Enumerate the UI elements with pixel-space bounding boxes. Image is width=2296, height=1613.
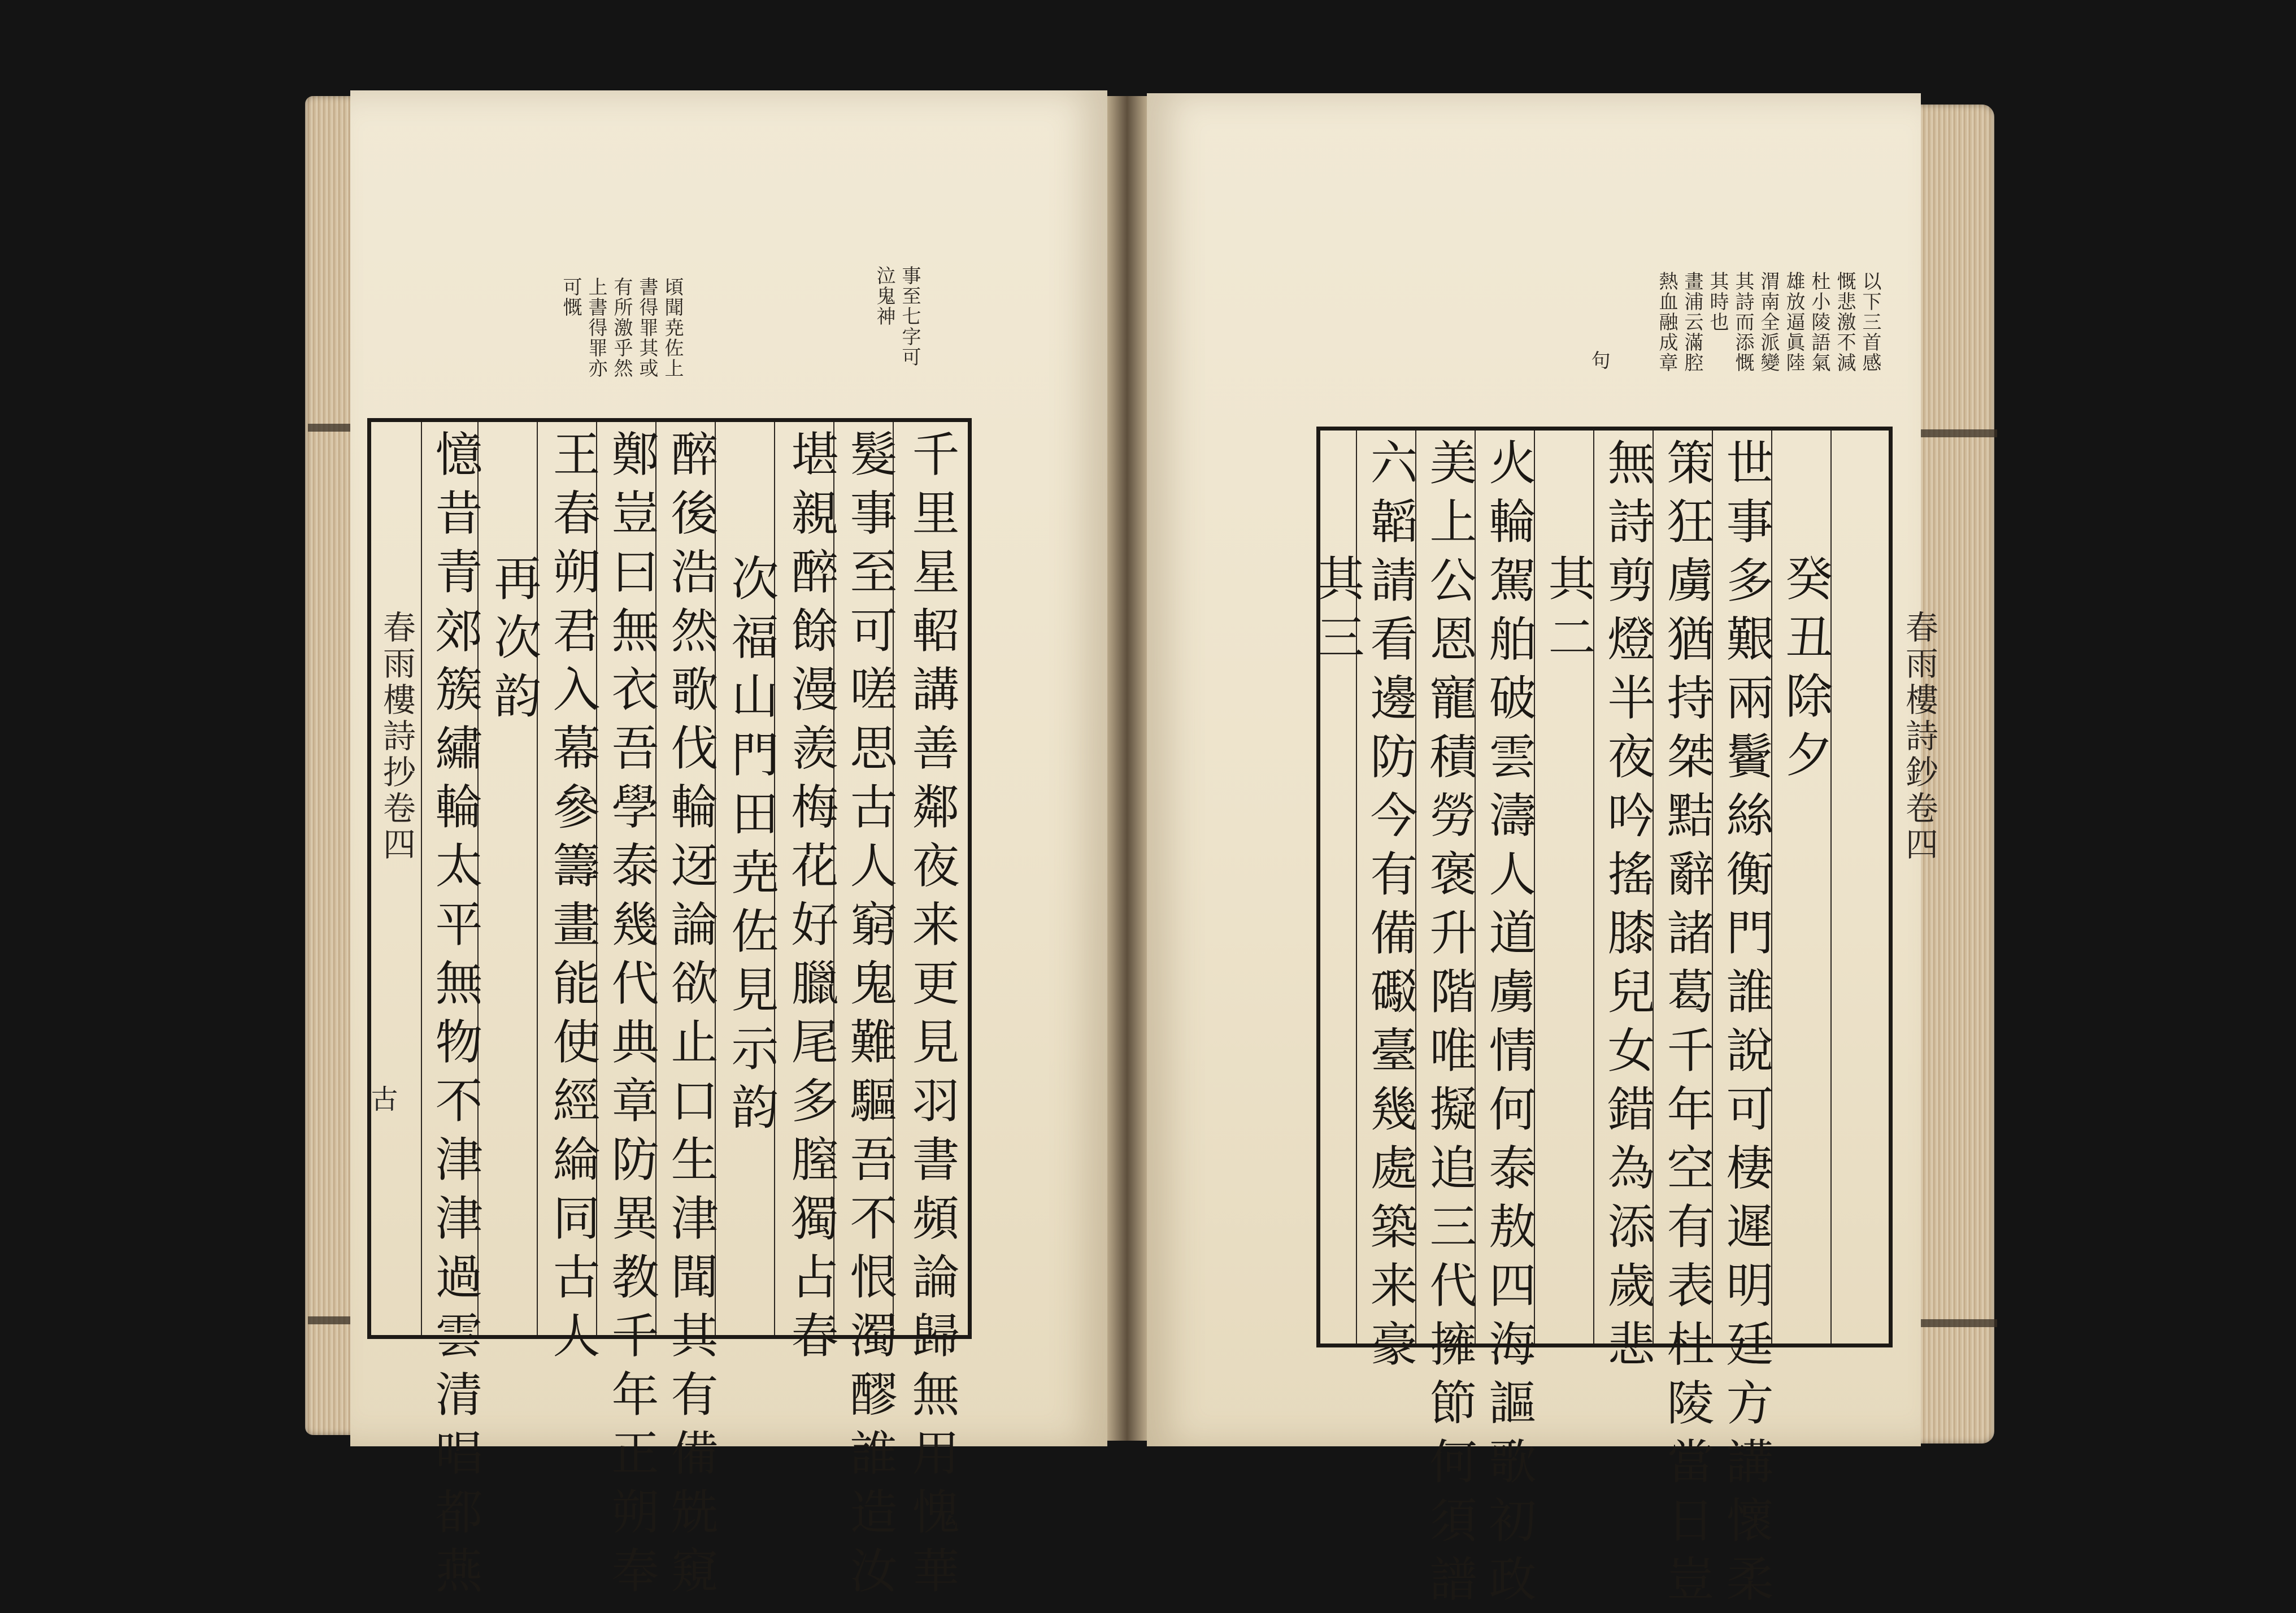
text-column: 王春朔君入幕參籌畫能使經綸同古人 bbox=[545, 429, 601, 1369]
text-column: 策狂虜猶持桀黠辭諸葛千年空有表杜陵當日豈 bbox=[1659, 438, 1715, 1613]
note-col: 有所激乎然 bbox=[610, 277, 633, 379]
folio-number: 古 bbox=[366, 1085, 398, 1112]
column-rule bbox=[421, 422, 422, 1335]
text-column: 憶昔青郊簇繡輪太平無物不津津過雲清唱都燕 bbox=[428, 429, 483, 1605]
note-col: 杜小陵語氣 bbox=[1808, 271, 1830, 373]
note-col: 慨悲激不減 bbox=[1833, 271, 1856, 373]
note-col: 熱血融成章 bbox=[1655, 271, 1678, 373]
note-col: 其時也 bbox=[1706, 271, 1729, 332]
note-col: 上書得罪亦 bbox=[585, 277, 607, 379]
note-col: 以下三首感 bbox=[1859, 271, 1881, 373]
text-column: 次福山門田尭佐見示韵 bbox=[724, 554, 779, 1141]
note-col: 雄放逼眞陸 bbox=[1782, 271, 1805, 373]
poem-title: 癸丑除夕 bbox=[1778, 554, 1833, 789]
text-column: 醉後浩然歌伐輪迓論欲止口生津聞其有備兟窺 bbox=[663, 429, 719, 1605]
note-col: 畫浦云滿腔 bbox=[1681, 271, 1703, 373]
edge-band bbox=[1912, 429, 1997, 437]
text-column: 髮事至可嗟思古人窮鬼難驅吾不恨濁醪誰造汝 bbox=[842, 429, 898, 1605]
note-col: 泣鬼神 bbox=[873, 266, 895, 327]
text-column: 火輪駕舶破雲濤人道虜情何泰敖四海謳歌初政 bbox=[1481, 438, 1537, 1613]
block-heart-title: 春雨樓詩抄卷四 bbox=[377, 610, 416, 863]
text-column: 世事多艱兩鬢絲衡門誰說可棲遲明廷方講懷柔 bbox=[1719, 438, 1774, 1613]
note-col: 書得罪其或 bbox=[636, 277, 658, 379]
note-col: 句 bbox=[1588, 350, 1610, 371]
edge-band bbox=[1912, 1319, 1997, 1327]
note-col: 頃聞尭佐上 bbox=[661, 277, 684, 379]
text-column: 堪親醉餘漫羨梅花好臘尾多膣獨占春 bbox=[784, 429, 839, 1369]
poem-subtitle: 其三 bbox=[1310, 554, 1365, 671]
note-col: 其詩而添慨 bbox=[1732, 271, 1754, 373]
book-gutter bbox=[1107, 96, 1147, 1441]
text-column: 再次韵 bbox=[486, 554, 542, 730]
text-column: 美上公恩寵積勞褒升階唯擬追三代擁節何須譜 bbox=[1422, 438, 1477, 1613]
text-column: 無詩剪燈半夜吟搖膝兒女錯為添歲悲 bbox=[1600, 438, 1655, 1378]
note-col: 事至七字可 bbox=[898, 266, 921, 367]
block-heart-title: 春雨樓詩鈔卷四 bbox=[1900, 610, 1938, 863]
note-col: 可慨 bbox=[559, 277, 582, 318]
text-column: 六韜請看邊防今有備礟臺幾處築来豪 bbox=[1363, 438, 1418, 1378]
poem-subtitle: 其二 bbox=[1541, 554, 1596, 671]
text-column: 千里星軺講善鄰夜来更見羽書頻論歸無用愧華 bbox=[905, 429, 960, 1605]
note-col: 渭南全派變 bbox=[1757, 271, 1780, 373]
text-column: 鄭豈曰無衣吾學泰幾代典章防異教千年正朔奉 bbox=[604, 429, 659, 1605]
left-fore-edge bbox=[305, 96, 356, 1435]
